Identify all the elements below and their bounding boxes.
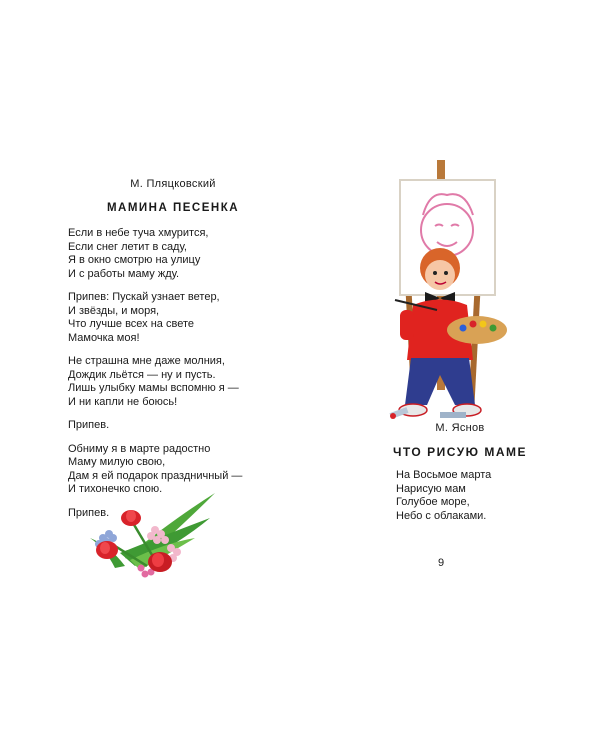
left-poem-title: МАМИНА ПЕСЕНКА bbox=[106, 201, 240, 214]
poem-line: Обниму я в марте радостно bbox=[68, 442, 211, 455]
poem-line: Дождик льётся — ну и пусть. bbox=[68, 368, 216, 381]
poem-line: И с работы маму жду. bbox=[68, 267, 180, 280]
poem-line: Что лучше всех на свете bbox=[68, 318, 194, 330]
stanza bbox=[68, 291, 278, 345]
poem-line: Маму милую свою, bbox=[68, 456, 166, 468]
poem-line: Лишь улыбку мамы вспомню я — bbox=[68, 382, 239, 394]
stanza bbox=[380, 469, 540, 523]
right-poem-author: М. Яснов bbox=[435, 422, 485, 434]
tulip-bouquet-illustration bbox=[85, 488, 220, 583]
right-poem-title: ЧТО РИСУЮ МАМЕ bbox=[392, 444, 528, 459]
poem-line: Припев: Пускай узнает ветер, bbox=[68, 291, 220, 303]
left-poem-author: М. Пляцковский bbox=[130, 178, 216, 190]
poem-line: На Восьмое марта bbox=[396, 469, 492, 481]
child-painter-at-easel-illustration bbox=[385, 160, 510, 420]
poem-line: Если снег летит в саду, bbox=[68, 240, 187, 253]
poem-line: Мамочка моя! bbox=[68, 331, 140, 344]
stanza bbox=[68, 227, 278, 281]
poem-line: Припев. bbox=[68, 419, 110, 431]
right-poem-body bbox=[380, 469, 540, 523]
poem-line: Голубое море, bbox=[396, 496, 470, 508]
poem-line: Если в небе туча хмурится, bbox=[68, 227, 209, 239]
poem-line: И ни капли не боюсь! bbox=[68, 395, 178, 408]
poem-line: И тихонечко спою. bbox=[68, 483, 163, 495]
right-poem bbox=[380, 422, 540, 533]
stanza bbox=[68, 355, 278, 409]
poem-line: Нарисую мам bbox=[396, 482, 466, 495]
poem-line: Дам я ей подарок праздничный — bbox=[68, 469, 243, 482]
poem-line: Я в окно смотрю на улицу bbox=[68, 254, 201, 266]
left-poem bbox=[68, 178, 278, 530]
poem-line: И звёзды, и моря, bbox=[68, 304, 160, 317]
stanza bbox=[68, 419, 278, 433]
page-number: 9 bbox=[438, 557, 445, 569]
poem-line: Не страшна мне даже молния, bbox=[68, 355, 225, 367]
poem-line: Небо с облаками. bbox=[396, 509, 487, 522]
poem-line: Припев. bbox=[68, 506, 110, 519]
left-poem-body bbox=[68, 227, 278, 520]
